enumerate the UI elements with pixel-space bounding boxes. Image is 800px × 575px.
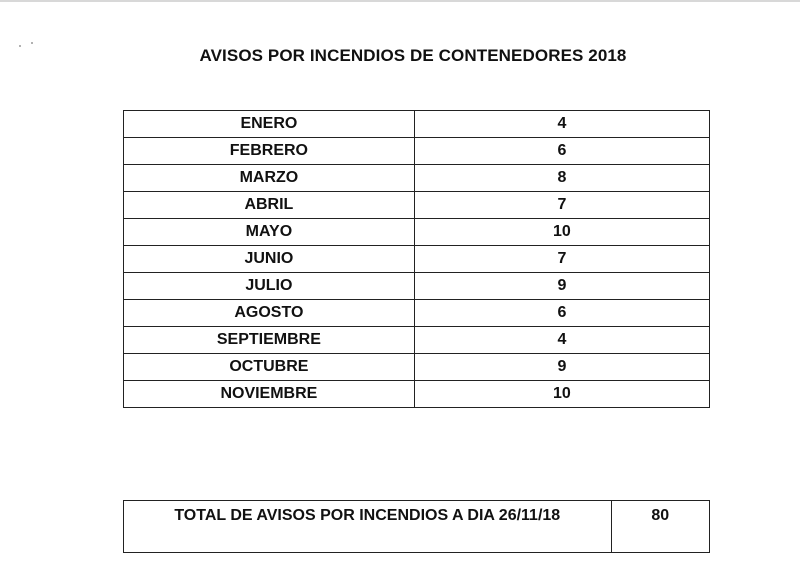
count-cell: 10 [414,381,709,408]
month-cell: FEBRERO [124,138,415,165]
count-cell: 8 [414,165,709,192]
table-row [124,273,710,300]
count-cell: 9 [414,273,709,300]
total-value: 80 [611,501,710,553]
month-cell: AGOSTO [124,300,415,327]
month-cell: ABRIL [124,192,415,219]
page-title: AVISOS POR INCENDIOS DE CONTENEDORES 2018 [199,46,627,65]
count-cell: 9 [414,354,709,381]
month-cell: OCTUBRE [124,354,415,381]
count-cell: 4 [414,111,709,138]
count-cell: 10 [414,219,709,246]
count-cell: 6 [414,138,709,165]
month-cell: SEPTIEMBRE [124,327,415,354]
table-row [124,381,710,408]
table-row [124,246,710,273]
month-cell: ENERO [124,111,415,138]
count-cell: 7 [414,246,709,273]
monthly-table [123,110,710,408]
total-label: TOTAL DE AVISOS POR INCENDIOS A DIA 26/11/18 [124,501,612,553]
month-cell: MAYO [124,219,415,246]
total-table [123,500,710,553]
count-cell: 7 [414,192,709,219]
month-cell: JUNIO [124,246,415,273]
month-cell: MARZO [124,165,415,192]
month-cell: JULIO [124,273,415,300]
table-row [124,111,710,138]
count-cell: 6 [414,300,709,327]
table-row [124,138,710,165]
scan-edge [0,0,800,2]
month-cell: NOVIEMBRE [124,381,415,408]
table-row [124,192,710,219]
total-row [124,501,710,553]
table-row [124,165,710,192]
scan-speck [31,42,33,44]
table-row [124,300,710,327]
table-row [124,354,710,381]
table-row [124,219,710,246]
table-row [124,327,710,354]
count-cell: 4 [414,327,709,354]
